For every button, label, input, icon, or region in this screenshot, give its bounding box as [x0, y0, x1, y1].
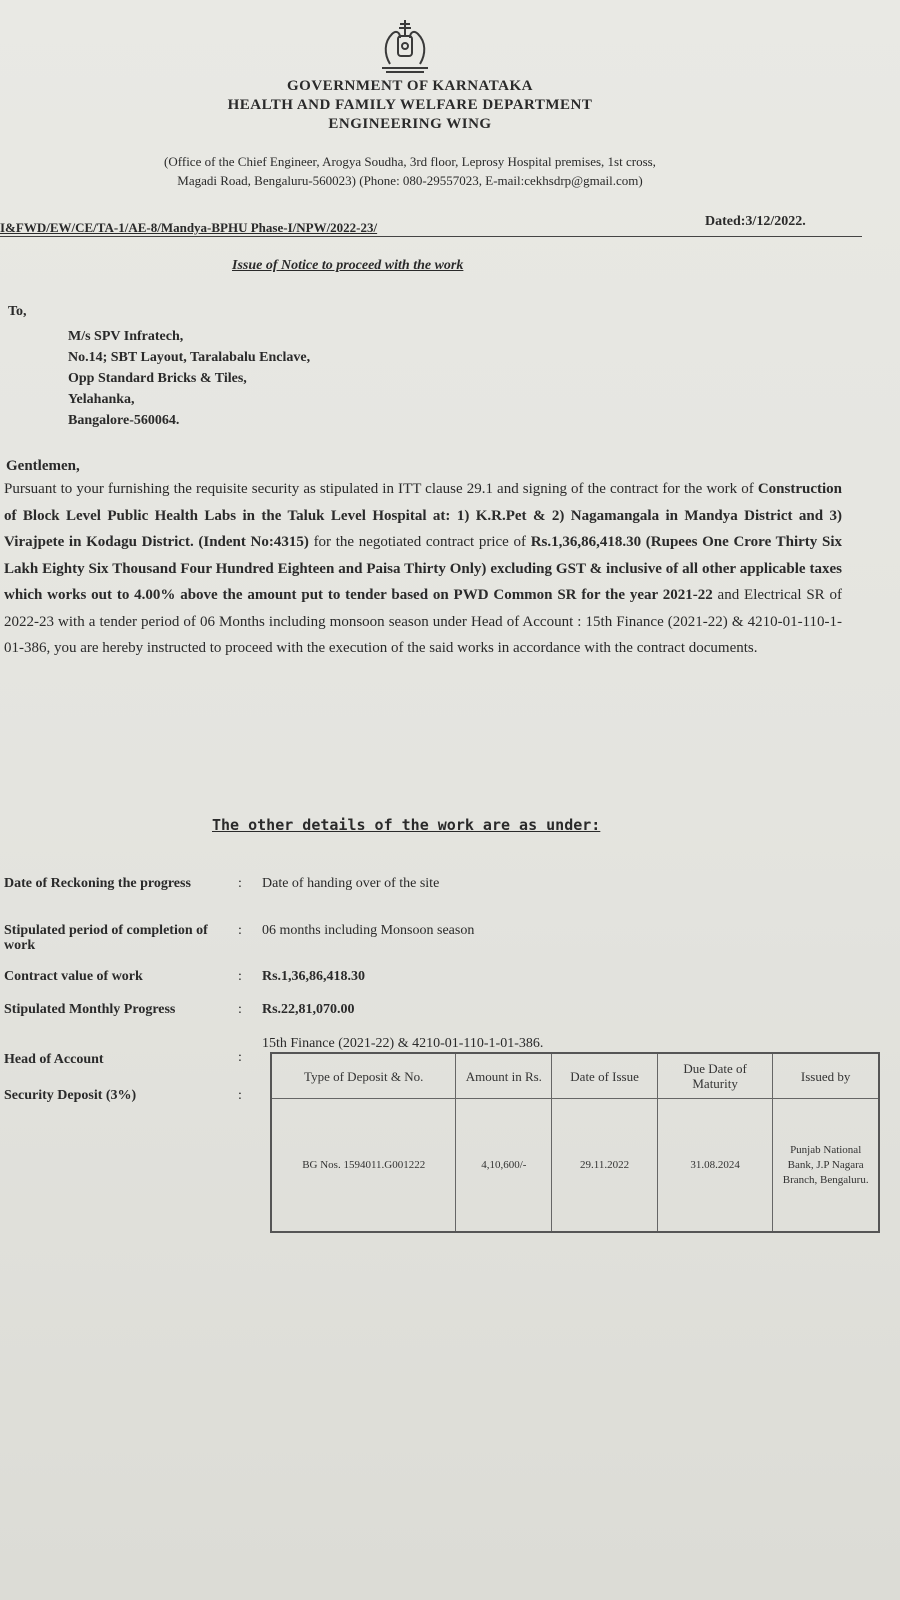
- date: Dated:3/12/2022.: [705, 214, 806, 229]
- address-line: Opp Standard Bricks & Tiles,: [68, 371, 247, 386]
- column-header: Issued by: [773, 1053, 879, 1099]
- table-cell: BG Nos. 1594011.G001222: [271, 1099, 456, 1233]
- detail-label: Contract value of work: [4, 969, 143, 984]
- column-header: Type of Deposit & No.: [271, 1053, 456, 1099]
- table-cell: 29.11.2022: [552, 1099, 658, 1233]
- detail-label: Head of Account: [4, 1052, 104, 1067]
- govt-name: GOVERNMENT OF KARNATAKA: [287, 78, 533, 94]
- detail-value: Rs.1,36,86,418.30: [262, 969, 366, 984]
- table-cell: 31.08.2024: [657, 1099, 772, 1233]
- table-cell: Punjab National Bank, J.P Nagara Branch, Bengaluru.: [773, 1099, 879, 1233]
- letter-page: GOVERNMENT OF KARNATAKA HEALTH AND FAMILY WELFARE DEPARTMENT ENGINEERING WING (Office of the Chief Engineer, Arogya Soudha, 3rd floor, Leprosy Hospital premises, 1st cross, Magadi Road, Bengaluru-560023) (Phone: 080-29557023, E-mail:cekhsdrp@gmail.com) I&FWD/EW/CE/TA-1/AE-8/Mandya-BPHU Phase-I/NPW/2022-23/ Dated:3/12/2022. Issue of Notice to proceed with the work To, M/s SPV Infratech, No.14; SBT Layout, Taralabalu Enclave, Opp Standard Bricks & Tiles, Yelahanka, Bangalore-560064. Gentlemen, Pursuant to your furnishing the requisite security as stipulated in ITT clause 29.1 and signing of the contract for the work of Construction of Block Level Public Health Labs in the Taluk Level Hospital at: 1) K.R.Pet & 2) Nagamangala in Mandya District and 3) Virajpete in Kodagu District. (Indent No:4315) for the negotiated contract price of Rs.1,36,86,418.30 (Rupees One Crore Thirty Six Lakh Eighty Six Thousand Four Hundred Eighteen and Paisa Thirty Only) excluding GST & inclusive of all other applicable taxes which works out to 4.00% above the amount put to tender based on PWD Common SR for the year 2021-22 and Electrical SR of 2022-23 with a tender period of 06 Months including monsoon season under Head of Account : 15th Finance (2021-22) & 4210-01-110-1-01-386, you are hereby instructed to proceed with the execution of the said works in accordance with the contract documents. The other details of the work are as under: Date of Reckoning the progress : Date of handing over of the site Stipulated period of completion of work : 06 months including Monsoon season Contract value of work : Rs.1,36,86,418.30 Stipulated Monthly Progress : Rs.22,81,070.00 Head of Account : 15th Finance (2021-22) & 4210-01-110-1-01-386. Security Deposit (3%) : Type of Deposit & No. Amount in Rs. Date of Issue Due Date of Maturity Issued by BG Nos. 1594011.G001222 4,10,600/- 29.11.2022 31.08.2024 Punjab National Bank, J.P Nagara Branch, Bengaluru.: [0, 0, 900, 1600]
- table-header-row: [271, 1053, 879, 1099]
- to-label: To,: [8, 304, 27, 319]
- column-header: Due Date of Maturity: [657, 1053, 772, 1099]
- column-header: Amount in Rs.: [456, 1053, 552, 1099]
- address-line: M/s SPV Infratech,: [68, 329, 184, 344]
- deposit-table: [270, 1052, 880, 1233]
- state-emblem-icon: [370, 14, 440, 74]
- detail-label: Date of Reckoning the progress: [4, 876, 191, 891]
- details-heading: The other details of the work are as under:: [212, 816, 601, 834]
- table-row: [271, 1099, 879, 1233]
- salutation: Gentlemen,: [6, 458, 80, 474]
- body-text: and Electrical SR of 2022-23 with a tender period of 06 Months including monsoon season under Head of Account : 15th Finance (2021-22) & 4210-01-110-1-01-386, you are hereby instructed to proceed with the execution of the said works in accordance with the contract documents.: [4, 587, 842, 656]
- office-line-1: (Office of the Chief Engineer, Arogya Soudha, 3rd floor, Leprosy Hospital premises, 1st cross,: [164, 154, 656, 169]
- office-line-2: Magadi Road, Bengaluru-560023) (Phone: 080-29557023, E-mail:cekhsdrp@gmail.com): [177, 173, 643, 188]
- detail-label: Stipulated Monthly Progress: [4, 1002, 176, 1017]
- detail-label: Stipulated period of completion of work: [4, 923, 208, 953]
- detail-label: Security Deposit (3%): [4, 1088, 137, 1103]
- detail-value: 15th Finance (2021-22) & 4210-01-110-1-01-386.: [262, 1036, 544, 1051]
- subject: Issue of Notice to proceed with the work: [232, 258, 464, 273]
- body-text: for the negotiated contract price of: [308, 534, 531, 550]
- address-line: Bangalore-560064.: [68, 413, 180, 428]
- addressee-block: [68, 326, 310, 431]
- office-address: [30, 152, 790, 190]
- contract-price: Rs.1,36,86,418.30 (Rupees One Crore Thirty Six Lakh Eighty Six Thousand Four Hundred Eighteen and Paisa Thirty Only) excluding GST & inclusive of all other applicable taxes which works out to 4.00% above the amount put to tender based on PWD Common SR for the year 2021-22: [4, 534, 842, 603]
- table-cell: 4,10,600/-: [456, 1099, 552, 1233]
- detail-value: Date of handing over of the site: [262, 876, 440, 891]
- address-line: No.14; SBT Layout, Taralabalu Enclave,: [68, 350, 311, 365]
- detail-value: 06 months including Monsoon season: [262, 923, 475, 938]
- detail-value: Rs.22,81,070.00: [262, 1002, 355, 1017]
- body-paragraph: [4, 476, 842, 662]
- reference-number: I&FWD/EW/CE/TA-1/AE-8/Mandya-BPHU Phase-I/NPW/2022-23/: [0, 220, 378, 235]
- department-name: HEALTH AND FAMILY WELFARE DEPARTMENT: [227, 97, 593, 113]
- work-name: Construction of Block Level Public Health Labs in the Taluk Level Hospital at: 1) K.R.Pet & 2) Nagamangala in Mandya District and 3) Virajpete in Kodagu District. (Indent No:4315): [4, 481, 842, 550]
- reference-divider: [0, 236, 862, 237]
- address-line: Yelahanka,: [68, 392, 135, 407]
- column-header: Date of Issue: [552, 1053, 658, 1099]
- wing-name: ENGINEERING WING: [328, 116, 492, 132]
- body-text: Pursuant to your furnishing the requisite security as stipulated in ITT clause 29.1 and signing of the contract for the work of: [4, 481, 758, 497]
